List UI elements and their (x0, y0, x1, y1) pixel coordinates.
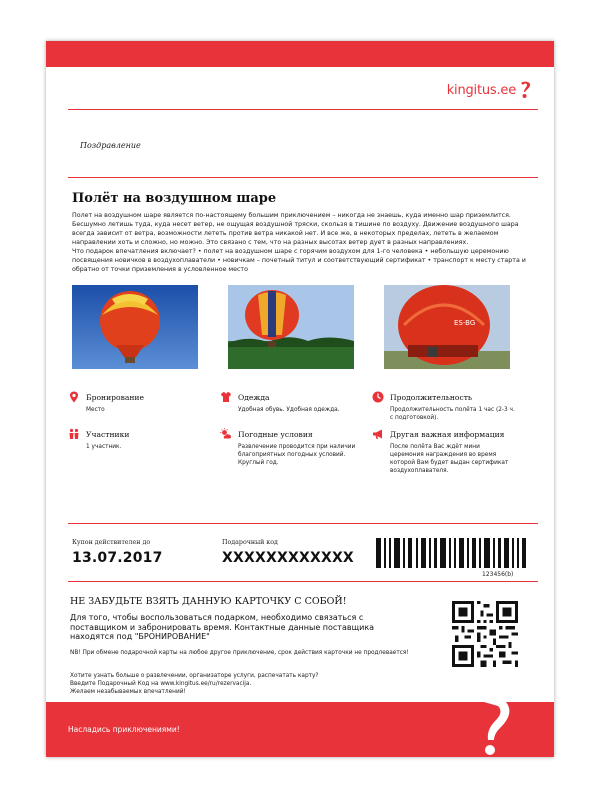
greeting: Поздравление (80, 141, 141, 150)
barcode (376, 538, 526, 568)
logo-text: kingitus.ee (446, 82, 516, 98)
location-pin-icon (68, 391, 80, 403)
clothing-heading: Одежда (238, 393, 270, 402)
info-other (372, 428, 512, 474)
divider-top (68, 109, 538, 110)
divider-bottom (68, 581, 538, 582)
footer-band (46, 702, 554, 757)
more-info-line: Хотите узнать больше о развлечении, организаторе услуги, распечатать карту? (70, 673, 319, 679)
participants-heading: Участники (86, 430, 130, 439)
gift-code-label: Подарочный код (222, 539, 278, 546)
description-paragraph-included: Что подарок впечатления включает? • полет на воздушном шаре с горячим воздухом для 1-го человека • небольшую церемонию посвящения новичков в воздухоплаватели • новичкам – почетный титул и соответствующий сертификат • транспорт к месту старта и обратно от точки приземления в условленное место (72, 248, 526, 273)
other-heading: Другая важная информация (390, 430, 505, 439)
exclamation-mark-icon (466, 702, 526, 757)
info-duration (372, 391, 515, 431)
barcode-number: 123456(b) (482, 571, 514, 578)
reminder-heading: НЕ ЗАБУДЬТЕ ВЗЯТЬ ДАННУЮ КАРТОЧКУ С СОБОЙ! (70, 596, 347, 607)
divider-greeting (68, 177, 538, 178)
description-paragraph: Полет на воздушном шаре является по-настоящему большим приключением – никогда не знаешь, куда именно шар приземлится. Бесшумно летишь туда, куда несет ветер, не ощущая воздушной тряски, скользя в тишине по воздуху. Движение воздушного шара всегда зависит от ветра, возможности лететь против ветра никакой нет. И все же, в некоторых пределах, лететь в желаемом направлении хоть и сложно, но можно. Это связано с тем, что на разных высотах ветер дует в разных направлениях. (72, 212, 519, 246)
svg-text:ES-BG: ES-BG (454, 319, 476, 327)
gift-card-page (46, 41, 554, 757)
gift-code-value: XXXXXXXXXXXX (222, 550, 354, 566)
other-text: После полёта Вас ждёт мини церемония награждения во время которой Вам будет выдан сертификат воздухоплавателя. (390, 444, 509, 474)
people-icon (68, 428, 80, 440)
info-participants (68, 428, 208, 468)
balloon-photo-2 (228, 285, 354, 369)
more-info-line: Желаем незабываемых впечатлений! (70, 689, 186, 695)
footer-slogan: Насладись приключениями! (68, 725, 180, 734)
jacket-icon (220, 391, 232, 403)
booking-text: Место (86, 407, 105, 413)
duration-heading: Продолжительность (390, 393, 473, 402)
clock-icon (372, 391, 384, 403)
megaphone-icon (372, 428, 384, 440)
valid-until-date: 13.07.2017 (72, 550, 163, 566)
weather-icon (220, 428, 232, 440)
info-weather (220, 428, 360, 468)
info-clothing (220, 391, 360, 431)
more-info-line: Введите Подарочный Код на www.kingitus.ee/ru/rezervacija. (70, 681, 252, 687)
balloon-photo-1 (72, 285, 198, 369)
qr-code (452, 601, 518, 667)
divider-coupon (68, 523, 538, 524)
duration-text: Продолжительность полёта 1 час (2-3 ч. с подготовкой). (390, 407, 515, 421)
exclamation-icon (518, 81, 532, 99)
balloon-photo-3 (384, 285, 510, 369)
page-title: Полёт на воздушном шаре (72, 191, 277, 206)
kingitus-logo (447, 81, 532, 99)
weather-text: Развлечение проводится при наличии благоприятных погодных условий. Круглый год. (238, 444, 356, 466)
weather-heading: Погодные условия (238, 430, 313, 439)
more-info (70, 672, 410, 696)
top-red-band (46, 41, 554, 67)
how-to-use-text: Для того, чтобы воспользоваться подарком, необходимо связаться с поставщиком и забронировать время. Контактные данные поставщика находятся под "БРОНИРОВАНИЕ" (70, 613, 375, 642)
description (72, 211, 532, 274)
nb-note: NB! При обмене подарочной карты на любое другое приключение, срок действия карточки не продлевается! (70, 650, 409, 656)
info-booking (68, 391, 208, 431)
clothing-text: Удобная обувь. Удобная одежда. (238, 407, 340, 413)
booking-heading: Бронирование (86, 393, 144, 402)
valid-until-label: Купон действителен до (72, 539, 151, 546)
participants-text: 1 участник. (86, 444, 122, 450)
